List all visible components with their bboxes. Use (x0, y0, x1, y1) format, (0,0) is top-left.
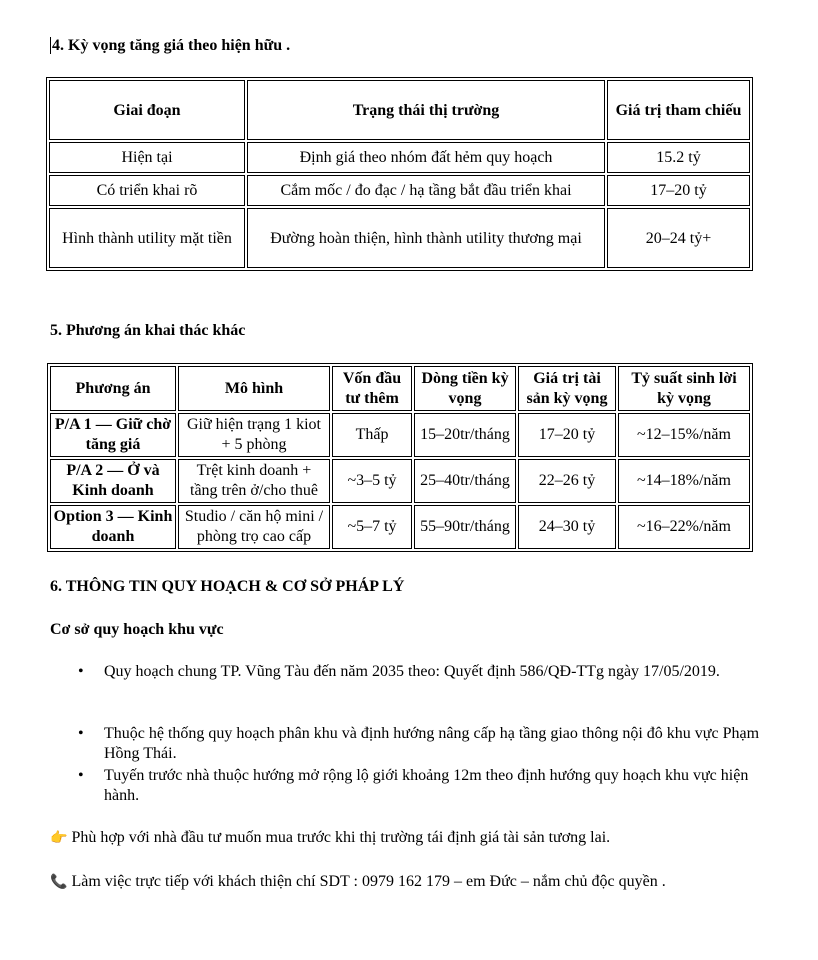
cell-yield: ~16–22%/năm (618, 505, 750, 549)
table-row (50, 459, 750, 503)
cell-model: Giữ hiện trạng 1 kiot + 5 phòng (178, 413, 330, 457)
header-reference-value: Giá trị tham chiếu (607, 80, 750, 140)
cell-yield: ~14–18%/năm (618, 459, 750, 503)
header-investment: Vốn đầu tư thêm (332, 366, 412, 411)
cell-option: P/A 1 — Giữ chờ tăng giá (50, 413, 176, 457)
section-5-heading: 5. Phương án khai thác khác (50, 322, 246, 339)
cell-reference-value: 15.2 tỷ (607, 142, 750, 173)
list-item: • Thuộc hệ thống quy hoạch phân khu và định hướng nâng cấp hạ tầng giao thông nội đô khu vực Phạm Hồng Thái. (78, 724, 764, 764)
section-4-title: 4. Kỳ vọng tăng giá theo hiện hữu . (52, 37, 291, 54)
exploitation-options-table (47, 363, 753, 552)
cell-asset-value: 24–30 tỷ (518, 505, 616, 549)
contact-text: Làm việc trực tiếp với khách thiện chí SDT : 0979 162 179 – em Đức – nắm chủ độc quyền . (71, 873, 666, 890)
cell-stage: Có triển khai rõ (49, 175, 245, 206)
table-row (49, 208, 750, 268)
table-row (50, 505, 750, 549)
cell-asset-value: 22–26 tỷ (518, 459, 616, 503)
investor-note-text: Phù hợp với nhà đầu tư muốn mua trước khi thị trường tái định giá tài sản tương lai. (71, 829, 611, 846)
cell-stage: Hình thành utility mặt tiền (49, 208, 245, 268)
pointing-hand-icon: 👉 (50, 830, 68, 846)
cell-market-status: Cắm mốc / đo đạc / hạ tầng bắt đầu triển khai (247, 175, 605, 206)
header-cashflow: Dòng tiền kỳ vọng (414, 366, 516, 411)
table-header-row (50, 366, 750, 411)
contact-line (50, 873, 666, 891)
text-cursor (50, 37, 51, 54)
cell-cashflow: 25–40tr/tháng (414, 459, 516, 503)
cell-investment: ~5–7 tỷ (332, 505, 412, 549)
cell-investment: Thấp (332, 413, 412, 457)
header-asset-value: Giá trị tài sản kỳ vọng (518, 366, 616, 411)
list-item: • Quy hoạch chung TP. Vũng Tàu đến năm 2035 theo: Quyết định 586/QĐ-TTg ngày 17/05/2019. (78, 662, 764, 682)
investor-note (50, 829, 610, 847)
cell-market-status: Đường hoàn thiện, hình thành utility thương mại (247, 208, 605, 268)
cell-asset-value: 17–20 tỷ (518, 413, 616, 457)
section-6-heading: 6. THÔNG TIN QUY HOẠCH & CƠ SỞ PHÁP LÝ (50, 578, 405, 595)
cell-cashflow: 15–20tr/tháng (414, 413, 516, 457)
cell-reference-value: 20–24 tỷ+ (607, 208, 750, 268)
cell-option: P/A 2 — Ở và Kinh doanh (50, 459, 176, 503)
cell-model: Studio / căn hộ mini / phòng trọ cao cấp (178, 505, 330, 549)
header-option: Phương án (50, 366, 176, 411)
cell-reference-value: 17–20 tỷ (607, 175, 750, 206)
table-header-row (49, 80, 750, 140)
section-4-heading (50, 37, 290, 55)
header-market-status: Trạng thái thị trường (247, 80, 605, 140)
list-item: • Tuyến trước nhà thuộc hướng mở rộng lộ giới khoảng 12m theo định hướng quy hoạch khu vực hiện hành. (78, 766, 764, 806)
table-row (50, 413, 750, 457)
table-row (49, 142, 750, 173)
phone-icon: 📞 (50, 874, 68, 890)
table-row (49, 175, 750, 206)
cell-option: Option 3 — Kinh doanh (50, 505, 176, 549)
cell-stage: Hiện tại (49, 142, 245, 173)
section-6-subtitle: Cơ sở quy hoạch khu vực (50, 621, 224, 638)
header-model: Mô hình (178, 366, 330, 411)
cell-market-status: Định giá theo nhóm đất hẻm quy hoạch (247, 142, 605, 173)
cell-cashflow: 55–90tr/tháng (414, 505, 516, 549)
cell-model: Trệt kinh doanh + tầng trên ở/cho thuê (178, 459, 330, 503)
header-stage: Giai đoạn (49, 80, 245, 140)
cell-investment: ~3–5 tỷ (332, 459, 412, 503)
price-expectation-table (46, 77, 753, 271)
cell-yield: ~12–15%/năm (618, 413, 750, 457)
header-yield: Tỷ suất sinh lời kỳ vọng (618, 366, 750, 411)
